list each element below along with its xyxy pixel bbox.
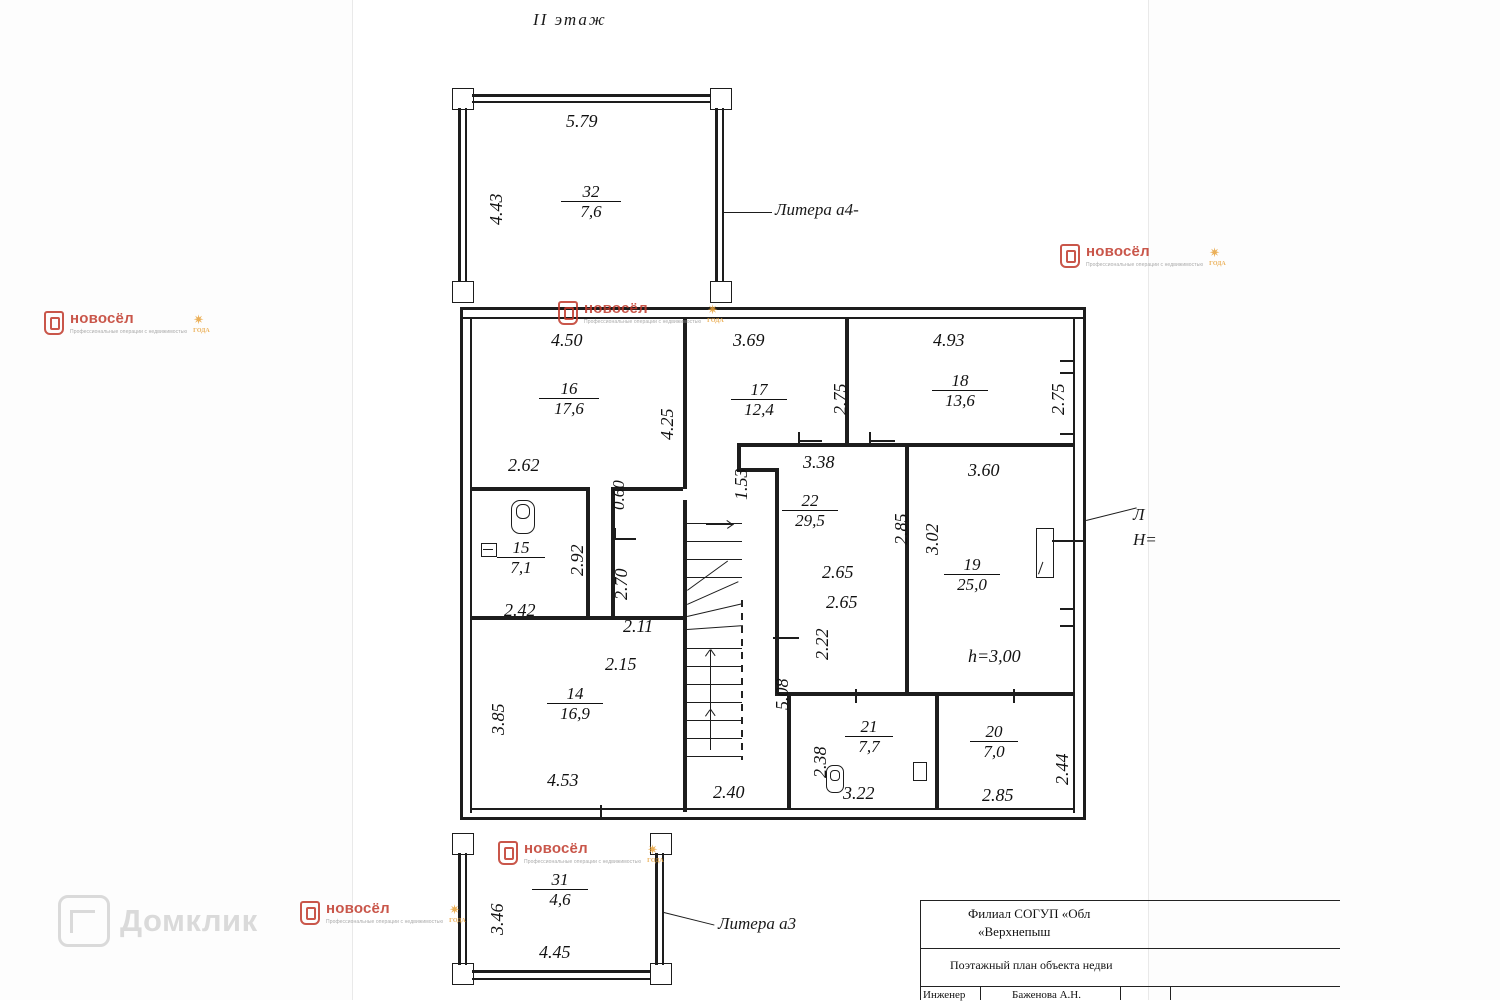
page-title: II этаж — [533, 10, 607, 29]
stair-winder-0 — [687, 561, 728, 591]
right-margin — [1148, 0, 1500, 1000]
dim-3-38: 3.38 — [803, 452, 835, 472]
label-height-right: H= — [1133, 530, 1157, 549]
annex-wall-left-outer — [458, 108, 461, 281]
annex-wall-top-inner — [472, 101, 710, 103]
stair-winder-2 — [687, 603, 742, 617]
toilet-bowl-icon — [516, 504, 530, 519]
watermark-tagline: Профессиональные операции с недвижимостью — [326, 919, 444, 925]
partition-h-22-bottom — [775, 692, 909, 696]
leader-line-right — [1086, 507, 1137, 521]
door-corridor-jamb — [614, 528, 616, 540]
dim-4-45: 4.45 — [539, 942, 571, 962]
room-18-number: 18 — [932, 372, 988, 391]
partition-h-18-bottom-left — [849, 443, 909, 447]
main-wall-left-inner — [470, 317, 472, 813]
domclick-house-icon — [58, 895, 110, 947]
door-14-jamb — [600, 805, 602, 819]
annex-corner-post-left — [452, 88, 474, 110]
watermark-novosel-3 — [558, 300, 724, 325]
niche-right-c — [1060, 608, 1074, 610]
room-16 — [539, 380, 599, 418]
stamp-role: Инженер — [923, 989, 966, 1001]
dim-2-92: 2.92 — [567, 544, 587, 576]
watermark-tagline: Профессиональные операции с недвижимостью — [524, 859, 642, 865]
room-31 — [532, 871, 588, 909]
partition-v-22-left — [775, 470, 779, 696]
door-corridor-opening — [614, 538, 636, 540]
room-21 — [845, 718, 893, 756]
watermark-novosel-1 — [44, 310, 210, 335]
award-label: ГОДА — [1209, 260, 1226, 267]
room-31-area: 4,6 — [549, 889, 571, 909]
door-18-jamb — [869, 432, 871, 444]
partition-v-16-hall — [683, 319, 687, 489]
room-19-area: 25,0 — [957, 574, 987, 594]
annex-wall-right-outer — [715, 108, 718, 281]
dim-2-65-a: 2.65 — [822, 562, 854, 582]
main-wall-top-inner — [460, 317, 1086, 319]
novosel-logo-icon — [498, 841, 518, 865]
room-22-number: 22 — [782, 492, 838, 511]
label-height-3-00: h=3,00 — [968, 646, 1021, 666]
niche-right-a-top — [1060, 360, 1074, 362]
watermark-brand: новосёл — [524, 840, 588, 857]
room-16-area: 17,6 — [554, 398, 584, 418]
room-22 — [782, 492, 838, 530]
room-32 — [561, 183, 621, 221]
award-label: ГОДА — [193, 327, 210, 334]
stair-step-11 — [687, 756, 742, 757]
dim-2-11: 2.11 — [623, 616, 654, 636]
dim-3-02: 3.02 — [922, 523, 942, 555]
room-15 — [497, 539, 545, 577]
partition-v-hall-lower — [683, 500, 687, 812]
award-star-icon: ✷ ГОДА — [449, 901, 466, 924]
door-17-opening — [798, 440, 822, 442]
annex-wall-left-inner — [465, 108, 467, 281]
dim-2-70: 2.70 — [611, 568, 631, 600]
watermark-domclick — [58, 895, 258, 947]
annex2-wall-bottom-inner — [472, 978, 650, 980]
annex-wall-top-outer — [472, 94, 710, 97]
dim-4-25: 4.25 — [657, 408, 677, 440]
stair-step-2 — [687, 541, 742, 542]
stamp-line-3: Поэтажный план объекта недви — [950, 958, 1113, 972]
room-16-number: 16 — [539, 380, 599, 399]
door-18-opening — [869, 440, 895, 442]
left-margin — [0, 0, 353, 1000]
annex2-wall-right-inner — [662, 853, 664, 965]
room-32-area: 7,6 — [580, 201, 602, 221]
award-star-icon: ✷ ГОДА — [193, 311, 210, 334]
watermark-brand: новосёл — [70, 310, 134, 327]
dim-2-42: 2.42 — [504, 600, 536, 620]
award-star-icon: ✷ ГОДА — [647, 841, 664, 864]
room-14 — [547, 685, 603, 723]
novosel-logo-icon — [1060, 244, 1080, 268]
watermark-text — [70, 310, 187, 335]
stair-step-8 — [687, 702, 742, 703]
main-wall-bottom-outer — [460, 817, 1086, 820]
room-14-area: 16,9 — [560, 703, 590, 723]
room-17 — [731, 381, 787, 419]
stair-step-6 — [687, 666, 742, 667]
watermark-text — [524, 840, 641, 865]
room-32-number: 32 — [561, 183, 621, 202]
label-litera-a3: Литера а3 — [718, 914, 797, 933]
dim-4-53: 4.53 — [547, 770, 579, 790]
annex2-wall-bottom-outer — [472, 970, 650, 973]
dim-2-85-b: 2.85 — [982, 785, 1014, 805]
partition-v-22-19 — [905, 447, 909, 693]
dim-5-08: 5.08 — [772, 678, 792, 710]
partition-h-18-bottom-right — [909, 443, 1075, 447]
room-19 — [944, 556, 1000, 594]
main-wall-left-outer — [460, 307, 463, 820]
stair-step-10 — [687, 738, 742, 739]
room-15-number: 15 — [497, 539, 545, 558]
novosel-logo-icon — [558, 301, 578, 325]
door-17-jamb — [798, 432, 800, 444]
dim-5-79: 5.79 — [566, 111, 598, 131]
dim-2-65-b: 2.65 — [826, 592, 858, 612]
room-18-area: 13,6 — [945, 390, 975, 410]
annex2-wall-right-outer — [655, 853, 658, 965]
watermark-novosel-2 — [1060, 243, 1226, 268]
room-14-number: 14 — [547, 685, 603, 704]
stair-arrow-up-shaft — [706, 524, 732, 525]
room-15-area: 7,1 — [510, 557, 532, 577]
room-21-area: 7,7 — [858, 736, 880, 756]
watermark-brand: новосёл — [1086, 243, 1150, 260]
door-22-opening — [773, 637, 799, 639]
novosel-logo-icon — [300, 901, 320, 925]
annex-corner-post-left-bottom — [452, 281, 474, 303]
partition-v-corridor — [611, 491, 615, 620]
stamp-person: Баженова А.Н. — [1012, 989, 1081, 1001]
annex2-corner-post-br — [650, 963, 672, 985]
boiler-inner-icon — [830, 770, 840, 781]
dim-3-85: 3.85 — [488, 703, 508, 735]
watermark-novosel-5 — [300, 900, 466, 925]
annex2-corner-post-bl — [452, 963, 474, 985]
dim-0-60: 0.60 — [609, 480, 628, 510]
dim-2-22: 2.22 — [812, 628, 832, 660]
dim-2-62: 2.62 — [508, 455, 540, 475]
award-star-icon: ✷ ГОДА — [707, 301, 724, 324]
watermark-text — [584, 300, 701, 325]
dim-1-53: 1.53 — [731, 468, 751, 500]
room-20 — [970, 723, 1018, 761]
dim-2-40: 2.40 — [713, 782, 745, 802]
equipment-icon-21 — [913, 762, 927, 781]
leader-line-a3 — [664, 912, 715, 926]
room-31-number: 31 — [532, 871, 588, 890]
stamp-line-1: Филиал СОГУП «Обл — [968, 906, 1091, 921]
room-20-area: 7,0 — [983, 741, 1005, 761]
dim-4-50: 4.50 — [551, 330, 583, 350]
stair-arrow-v2-shaft — [710, 710, 711, 750]
stair-step-7 — [687, 684, 742, 685]
dim-3-69: 3.69 — [733, 330, 765, 350]
annex2-corner-post-tl — [452, 833, 474, 855]
stair-step-4 — [687, 577, 742, 578]
main-wall-top-outer — [460, 307, 1086, 310]
room-18 — [932, 372, 988, 410]
room-19-number: 19 — [944, 556, 1000, 575]
watermark-text — [1086, 243, 1203, 268]
watermark-novosel-4 — [498, 840, 664, 865]
dim-2-75-b: 2.75 — [1048, 383, 1068, 415]
label-litera-a4: Литера а4- — [775, 200, 859, 219]
label-litera-right: Л — [1133, 505, 1145, 524]
door-21-jamb — [855, 689, 857, 703]
window-leader — [1052, 540, 1084, 542]
award-label: ГОДА — [449, 917, 466, 924]
main-wall-right-inner — [1073, 317, 1075, 813]
award-label: ГОДА — [707, 317, 724, 324]
dim-3-22: 3.22 — [843, 783, 875, 803]
sink-line-icon — [483, 549, 493, 550]
stair-rail-dashed — [741, 600, 743, 760]
room-20-number: 20 — [970, 723, 1018, 742]
title-block — [920, 900, 1340, 1000]
dim-2-15: 2.15 — [605, 654, 637, 674]
partition-v-21-20 — [935, 696, 939, 810]
stair-winder-3 — [687, 625, 743, 630]
watermark-brand: новосёл — [584, 300, 648, 317]
watermark-tagline: Профессиональные операции с недвижимостью — [584, 319, 702, 325]
dim-2-75-a: 2.75 — [830, 383, 850, 415]
partition-h-17-bottom — [737, 443, 849, 447]
room-22-area: 29,5 — [795, 510, 825, 530]
watermark-tagline: Профессиональные операции с недвижимостью — [1086, 262, 1204, 268]
stair-arrow-v-shaft — [710, 650, 711, 710]
annex-wall-right-inner — [722, 108, 724, 281]
leader-line-a4 — [724, 212, 772, 213]
dim-4-93: 4.93 — [933, 330, 965, 350]
stair-step-9 — [687, 720, 742, 721]
stair-step-3 — [687, 559, 742, 560]
watermark-brand: новосёл — [326, 900, 390, 917]
novosel-logo-icon — [44, 311, 64, 335]
annex-corner-post-right — [710, 88, 732, 110]
partition-h-19-bottom — [909, 692, 1075, 696]
dim-2-38: 2.38 — [810, 746, 830, 778]
watermark-tagline: Профессиональные операции с недвижимостью — [70, 329, 188, 335]
main-wall-right-outer — [1083, 307, 1086, 820]
niche-right-a-bottom — [1060, 372, 1074, 374]
watermark-text — [326, 900, 443, 925]
niche-right-d — [1060, 625, 1074, 627]
main-wall-bottom-inner — [470, 808, 1074, 810]
room-17-number: 17 — [731, 381, 787, 400]
door-20-jamb — [1013, 689, 1015, 703]
niche-right-b — [1060, 433, 1074, 435]
domclick-label: Домклик — [120, 903, 258, 938]
award-star-icon: ✷ ГОДА — [1209, 244, 1226, 267]
dim-4-43: 4.43 — [486, 193, 506, 225]
stamp-line-2: «Верхнепыш — [978, 924, 1051, 939]
room-21-number: 21 — [845, 718, 893, 737]
dim-3-46: 3.46 — [487, 903, 507, 935]
stair-step-5 — [687, 648, 742, 649]
partition-h-15-top — [472, 487, 590, 491]
dim-2-85-a: 2.85 — [891, 513, 911, 545]
dim-3-60: 3.60 — [968, 460, 1000, 480]
room-17-area: 12,4 — [744, 399, 774, 419]
dim-2-44: 2.44 — [1052, 753, 1072, 785]
partition-v-21-left — [787, 696, 791, 810]
award-label: ГОДА — [647, 857, 664, 864]
